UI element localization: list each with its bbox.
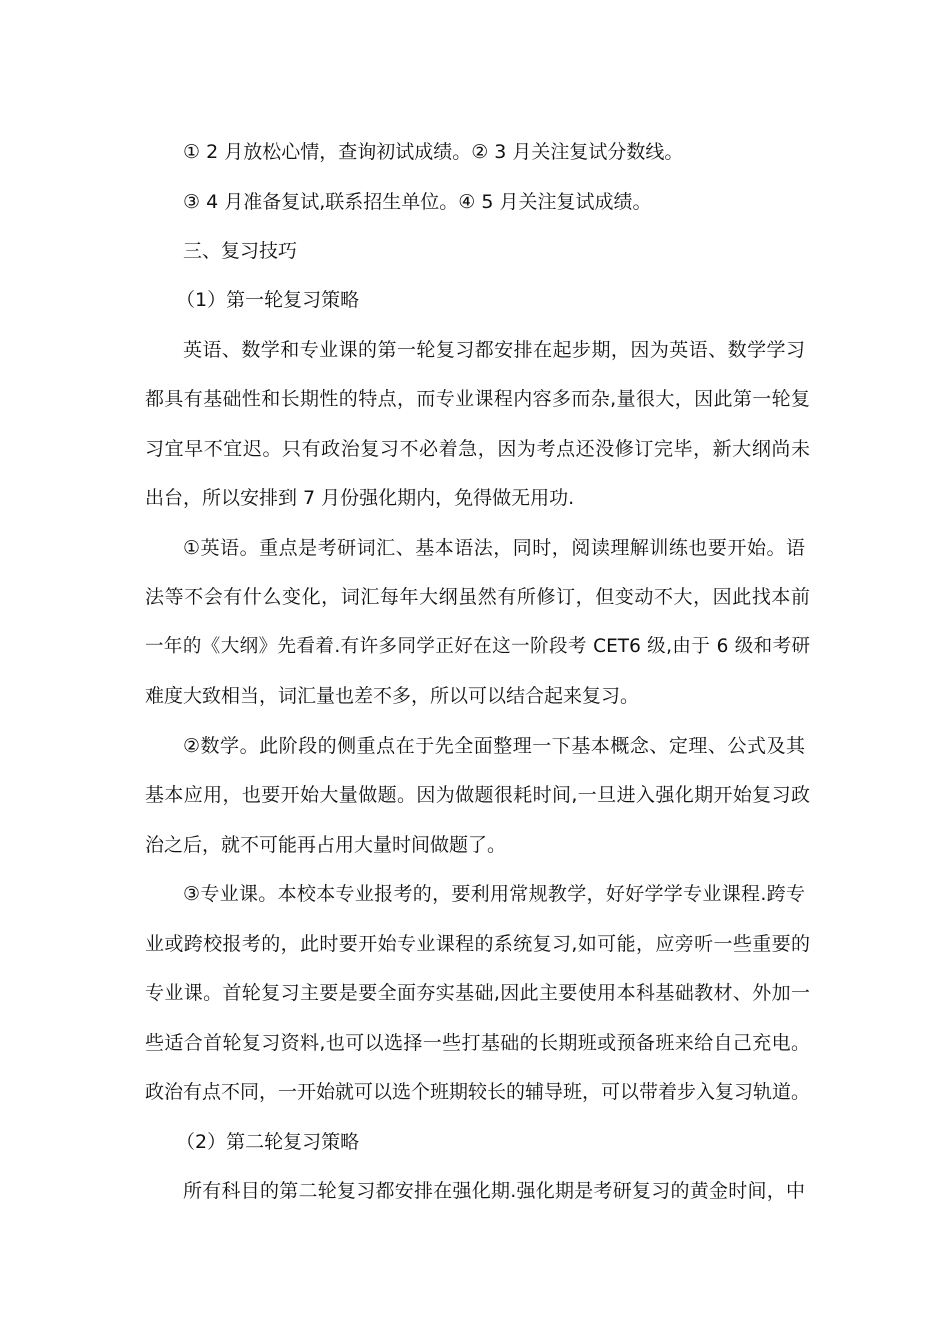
text-line-18: 专业课。首轮复习主要是要全面夯实基础,因此主要使用本科基础教材、外加一 (145, 982, 810, 1004)
text-line-19: 些适合首轮复习资料,也可以选择一些打基础的长期班或预备班来给自己充电。 (145, 1032, 810, 1054)
text-line-1: ① 2 月放松心情，查询初试成绩。② 3 月关注复试分数线。 (183, 141, 684, 163)
text-line-11: 一年的《大纲》先看着.有许多同学正好在这一阶段考 CET6 级,由于 6 级和考研 (145, 636, 810, 657)
text-line-16: ③专业课。本校本专业报考的，要利用常规教学，好好学学专业课程.跨专 (183, 883, 805, 905)
text-line-14: 基本应用，也要开始大量做题。因为做题很耗时间,一旦进入强化期开始复习政 (145, 784, 810, 806)
section-heading-review-skills: 三、复习技巧 (183, 240, 298, 262)
text-line-7: 习宜早不宜迟。只有政治复习不必着急，因为考点还没修订完毕，新大纲尚未 (145, 438, 810, 460)
text-line-15: 治之后，就不可能再占用大量时间做题了。 (145, 834, 507, 856)
text-line-5: 英语、数学和专业课的第一轮复习都安排在起步期，因为英语、数学学习 (183, 339, 805, 361)
text-line-9: ①英语。重点是考研词汇、基本语法，同时，阅读理解训练也要开始。语 (183, 537, 805, 559)
subheading-first-round: （1）第一轮复习策略 (176, 289, 360, 311)
text-line-8: 出台，所以安排到 7 月份强化期内，免得做无用功. (145, 487, 575, 509)
text-line-22: 所有科目的第二轮复习都安排在强化期.强化期是考研复习的黄金时间，中 (183, 1180, 805, 1202)
text-line-13: ②数学。此阶段的侧重点在于先全面整理一下基本概念、定理、公式及其 (183, 735, 805, 757)
text-line-10: 法等不会有什么变化，词汇每年大纲虽然有所修订，但变动不大，因此找本前 (145, 586, 810, 608)
text-line-17: 业或跨校报考的，此时要开始专业课程的系统复习,如可能，应旁听一些重要的 (145, 933, 810, 955)
text-line-6: 都具有基础性和长期性的特点，而专业课程内容多而杂,量很大，因此第一轮复 (145, 388, 810, 410)
text-line-2: ③ 4 月准备复试,联系招生单位。④ 5 月关注复试成绩。 (183, 191, 652, 213)
text-line-12: 难度大致相当，词汇量也差不多，所以可以结合起来复习。 (145, 685, 640, 707)
subheading-second-round: （2）第二轮复习策略 (176, 1131, 360, 1153)
text-line-20: 政治有点不同，一开始就可以选个班期较长的辅导班，可以带着步入复习轨道。 (145, 1081, 810, 1103)
